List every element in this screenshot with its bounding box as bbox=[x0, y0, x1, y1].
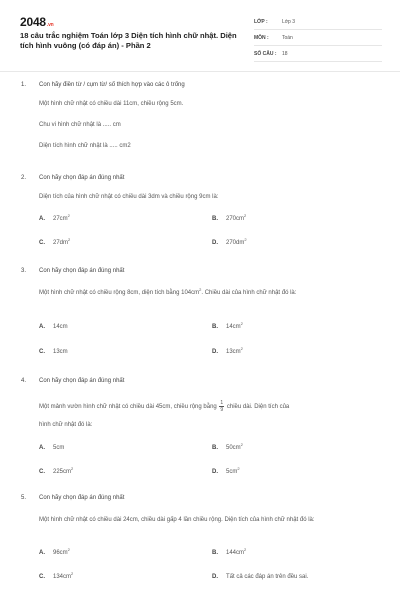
option-letter: C. bbox=[39, 240, 45, 246]
question-blank-perimeter[interactable]: Chu vi hình chữ nhật là ..... cm bbox=[39, 122, 121, 128]
meta-row-grade bbox=[254, 16, 382, 30]
option-letter: D. bbox=[212, 574, 218, 580]
question-text bbox=[39, 400, 375, 414]
option-c[interactable] bbox=[39, 237, 71, 246]
meta-label: SỐ CÂU : bbox=[254, 51, 277, 57]
option-a[interactable] bbox=[39, 445, 64, 451]
option-value: 270cm bbox=[226, 216, 245, 222]
option-letter: A. bbox=[39, 445, 45, 451]
question-number: 1. bbox=[21, 82, 27, 88]
question-number: 3. bbox=[21, 268, 27, 274]
option-c[interactable] bbox=[39, 571, 74, 580]
option-a[interactable] bbox=[39, 213, 70, 222]
option-letter: D. bbox=[212, 469, 218, 475]
option-value: 270dm bbox=[226, 240, 245, 246]
option-value: Tất cả các đáp án trên đều sai. bbox=[226, 574, 309, 580]
option-value: 13cm bbox=[226, 349, 241, 355]
option-value: 225cm bbox=[53, 469, 72, 475]
option-letter: B. bbox=[212, 216, 218, 222]
question-prompt: Con hãy điền từ / cụm từ/ số thích hợp vào các ô trống bbox=[39, 82, 185, 88]
meta-value: 18 bbox=[282, 51, 288, 57]
option-sup: 2 bbox=[244, 237, 247, 242]
option-letter: C. bbox=[39, 574, 45, 580]
meta-row-count bbox=[254, 48, 382, 62]
option-letter: B. bbox=[212, 324, 218, 330]
option-c[interactable] bbox=[39, 349, 68, 355]
question-number: 4. bbox=[21, 378, 27, 384]
question-number: 2. bbox=[21, 175, 27, 181]
fraction bbox=[219, 400, 224, 413]
option-letter: A. bbox=[39, 216, 45, 222]
question-text: Một hình chữ nhật có chiều dài 11cm, chiều rộng 5cm. bbox=[39, 101, 184, 107]
option-sup: 2 bbox=[240, 442, 243, 447]
option-letter: D. bbox=[212, 349, 218, 355]
option-value: 14cm bbox=[226, 324, 241, 330]
question-text-line2: hình chữ nhật đó là: bbox=[39, 422, 93, 428]
question-title bbox=[21, 378, 124, 384]
option-b[interactable] bbox=[212, 321, 243, 330]
option-a[interactable] bbox=[39, 547, 70, 556]
question-number: 5. bbox=[21, 495, 27, 501]
option-sup: 2 bbox=[237, 466, 240, 471]
option-sup: 2 bbox=[71, 571, 74, 576]
option-letter: C. bbox=[39, 349, 45, 355]
option-value: 144cm bbox=[226, 550, 245, 556]
option-d[interactable] bbox=[212, 237, 247, 246]
question-title bbox=[21, 82, 185, 88]
question-title bbox=[21, 175, 124, 181]
option-b[interactable] bbox=[212, 213, 247, 222]
option-letter: C. bbox=[39, 469, 45, 475]
meta-info bbox=[254, 16, 382, 64]
option-sup: 2 bbox=[67, 547, 70, 552]
text-part: Một mảnh vườn hình chữ nhật có chiều dài 45cm, chiều rộng bằng bbox=[39, 404, 217, 411]
option-letter: A. bbox=[39, 324, 45, 330]
question-blank-area[interactable]: Diện tích hình chữ nhật là ..... cm2 bbox=[39, 143, 131, 149]
option-sup: 2 bbox=[68, 237, 71, 242]
option-value: 134cm bbox=[53, 574, 72, 580]
page-title: 18 câu trắc nghiệm Toán lớp 3 Diện tích hình chữ nhật. Diện tích hình vuông (có đáp án) - Phần 2 bbox=[20, 31, 237, 50]
question-prompt: Con hãy chọn đáp án đúng nhất bbox=[39, 495, 125, 501]
option-b[interactable] bbox=[212, 547, 247, 556]
option-value: 27dm bbox=[53, 240, 69, 246]
option-b[interactable] bbox=[212, 442, 243, 451]
fraction-denominator: 9 bbox=[220, 407, 224, 413]
option-value: 5cm bbox=[53, 445, 65, 451]
option-a[interactable] bbox=[39, 324, 68, 330]
option-sup: 2 bbox=[244, 213, 247, 218]
question-text: Một hình chữ nhật có chiều dài 24cm, chiều dài gấp 4 lần chiều rộng. Diện tích của hình chữ nhật đó là: bbox=[39, 517, 315, 523]
option-d[interactable] bbox=[212, 466, 240, 475]
option-sup: 2 bbox=[244, 547, 247, 552]
meta-label: MÔN : bbox=[254, 35, 269, 41]
meta-row-subject bbox=[254, 32, 382, 46]
option-value: 96cm bbox=[53, 550, 68, 556]
option-sup: 2 bbox=[240, 321, 243, 326]
option-sup: 2 bbox=[71, 466, 74, 471]
option-value: 13cm bbox=[53, 349, 68, 355]
fraction-numerator: 1 bbox=[220, 400, 224, 406]
meta-value: Toán bbox=[282, 35, 293, 41]
logo-text: 2048 bbox=[20, 15, 46, 29]
question-title bbox=[21, 495, 124, 501]
question-title bbox=[21, 268, 124, 274]
text-part: . Chiều dài của hình chữ nhật đó là: bbox=[201, 290, 297, 296]
option-letter: B. bbox=[212, 445, 218, 451]
header-divider bbox=[0, 71, 400, 72]
option-letter: B. bbox=[212, 550, 218, 556]
option-d[interactable] bbox=[212, 346, 243, 355]
site-logo[interactable] bbox=[20, 15, 54, 29]
meta-value: Lớp 3 bbox=[282, 19, 296, 25]
option-value: 27cm bbox=[53, 216, 68, 222]
option-value: 14cm bbox=[53, 324, 68, 330]
logo-suffix: .vn bbox=[46, 22, 54, 28]
option-value: 5cm bbox=[226, 469, 238, 475]
question-prompt: Con hãy chọn đáp án đúng nhất bbox=[39, 175, 125, 181]
text-part: Một hình chữ nhật có chiều rộng 8cm, diện tích bằng 104cm bbox=[39, 290, 200, 296]
text-part: chiều dài. Diện tích của bbox=[226, 404, 290, 411]
option-sup: 2 bbox=[67, 213, 70, 218]
option-sup: 2 bbox=[240, 346, 243, 351]
text-sup: 2 bbox=[199, 287, 202, 292]
option-c[interactable] bbox=[39, 466, 74, 475]
option-letter: A. bbox=[39, 550, 45, 556]
option-letter: D. bbox=[212, 240, 218, 246]
question-prompt: Con hãy chọn đáp án đúng nhất bbox=[39, 268, 125, 274]
option-d[interactable] bbox=[212, 574, 308, 580]
meta-label: LỚP : bbox=[254, 19, 268, 25]
page-header bbox=[0, 0, 400, 70]
question-text bbox=[39, 288, 375, 298]
question-prompt: Con hãy chọn đáp án đúng nhất bbox=[39, 378, 125, 384]
option-value: 50cm bbox=[226, 445, 241, 451]
question-text: Diện tích của hình chữ nhật có chiều dài 3dm và chiều rộng 9cm là: bbox=[39, 194, 219, 200]
